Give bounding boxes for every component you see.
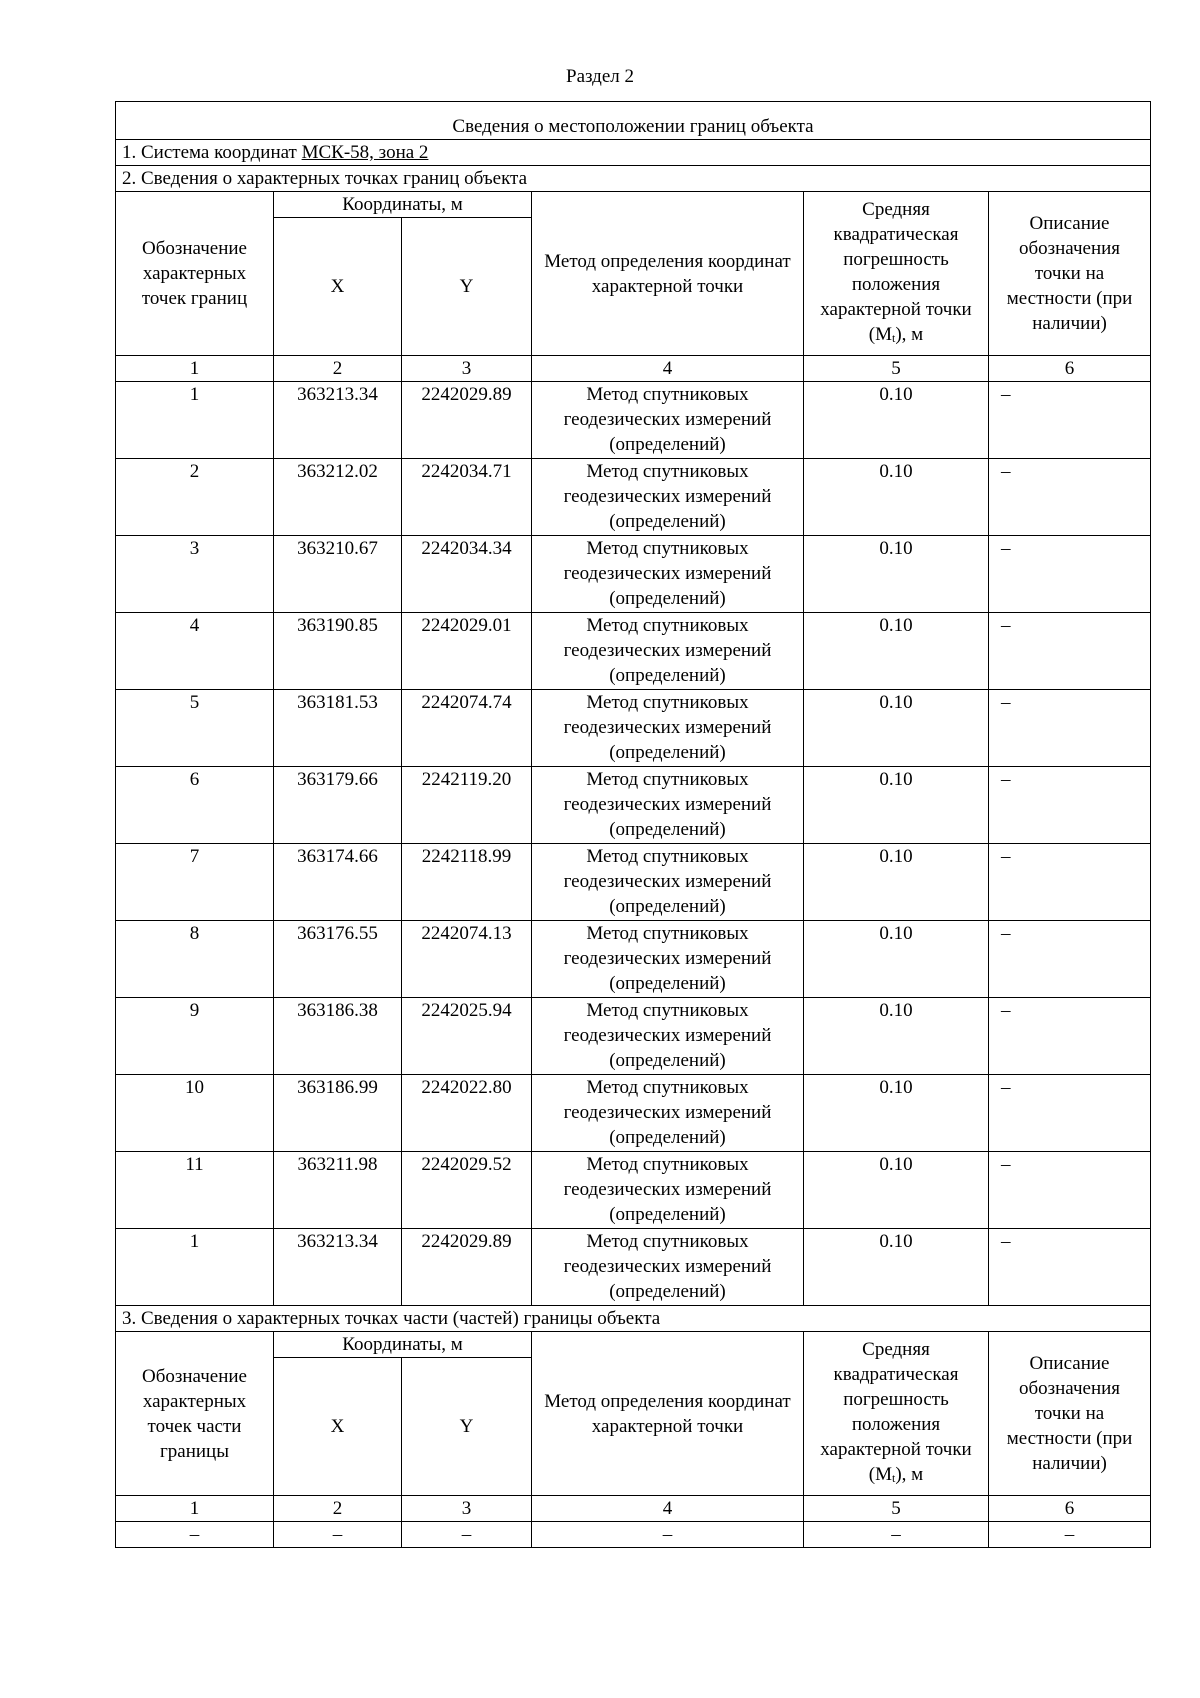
table-title: Сведения о местоположении границ объекта bbox=[116, 102, 1151, 140]
point-method: Метод спутниковых геодезических измерений (определений) bbox=[532, 613, 804, 690]
point-method: Метод спутниковых геодезических измерений (определений) bbox=[532, 844, 804, 921]
column-number: 4 bbox=[532, 1496, 804, 1522]
header-coordinates: Координаты, м bbox=[274, 192, 532, 218]
header-description: Описание обозначения точки на местности (при наличии) bbox=[989, 192, 1151, 356]
column-number: 4 bbox=[532, 356, 804, 382]
table-row bbox=[116, 690, 1151, 767]
point-id: 3 bbox=[116, 536, 274, 613]
point-id: 8 bbox=[116, 921, 274, 998]
column-number: 5 bbox=[804, 356, 989, 382]
header-error-sub: t bbox=[892, 330, 896, 345]
column-number: 2 bbox=[274, 1496, 402, 1522]
point-description: – bbox=[989, 767, 1151, 844]
point-x: – bbox=[274, 1522, 402, 1548]
header-y: Y bbox=[402, 218, 532, 356]
point-x: 363181.53 bbox=[274, 690, 402, 767]
column-number: 1 bbox=[116, 1496, 274, 1522]
point-error: 0.10 bbox=[804, 921, 989, 998]
point-y: 2242074.74 bbox=[402, 690, 532, 767]
point-error: – bbox=[804, 1522, 989, 1548]
point-id: 5 bbox=[116, 690, 274, 767]
point-method: Метод спутниковых геодезических измерений (определений) bbox=[532, 459, 804, 536]
point-x: 363211.98 bbox=[274, 1152, 402, 1229]
point-method: Метод спутниковых геодезических измерений (определений) bbox=[532, 690, 804, 767]
point-x: 363190.85 bbox=[274, 613, 402, 690]
point-id: 2 bbox=[116, 459, 274, 536]
table-row bbox=[116, 536, 1151, 613]
point-y: 2242029.89 bbox=[402, 1229, 532, 1306]
point-y: 2242029.89 bbox=[402, 382, 532, 459]
header-method: Метод определения координат характерной точки bbox=[532, 192, 804, 356]
section2-title: 2. Сведения о характерных точках границ объекта bbox=[116, 166, 1151, 192]
point-method: Метод спутниковых геодезических измерений (определений) bbox=[532, 1152, 804, 1229]
point-method: Метод спутниковых геодезических измерений (определений) bbox=[532, 1229, 804, 1306]
point-y: 2242022.80 bbox=[402, 1075, 532, 1152]
part-table-row bbox=[116, 1522, 1151, 1548]
point-description: – bbox=[989, 690, 1151, 767]
table-row bbox=[116, 921, 1151, 998]
point-method: Метод спутниковых геодезических измерений (определений) bbox=[532, 767, 804, 844]
header-method-part: Метод определения координат характерной точки bbox=[532, 1332, 804, 1496]
point-error: 0.10 bbox=[804, 1229, 989, 1306]
point-error: 0.10 bbox=[804, 536, 989, 613]
point-description: – bbox=[989, 1075, 1151, 1152]
point-method: Метод спутниковых геодезических измерений (определений) bbox=[532, 536, 804, 613]
header-description-part: Описание обозначения точки на местности (при наличии) bbox=[989, 1332, 1151, 1496]
point-description: – bbox=[989, 844, 1151, 921]
point-method: Метод спутниковых геодезических измерений (определений) bbox=[532, 998, 804, 1075]
point-description: – bbox=[989, 921, 1151, 998]
header-point-designation: Обозначение характерных точек границ bbox=[116, 192, 274, 356]
point-x: 363186.38 bbox=[274, 998, 402, 1075]
point-description: – bbox=[989, 536, 1151, 613]
header-point-designation-part: Обозначение характерных точек части границы bbox=[116, 1332, 274, 1496]
point-id: 4 bbox=[116, 613, 274, 690]
point-error: 0.10 bbox=[804, 1152, 989, 1229]
point-id: 1 bbox=[116, 382, 274, 459]
point-error: 0.10 bbox=[804, 998, 989, 1075]
point-description: – bbox=[989, 998, 1151, 1075]
section3-title: 3. Сведения о характерных точках части (частей) границы объекта bbox=[116, 1306, 1151, 1332]
point-y: 2242029.01 bbox=[402, 613, 532, 690]
column-number: 6 bbox=[989, 356, 1151, 382]
header-error-part bbox=[804, 1332, 989, 1496]
point-description: – bbox=[989, 1522, 1151, 1548]
point-id: – bbox=[116, 1522, 274, 1548]
column-number: 2 bbox=[274, 356, 402, 382]
coord-system-label: 1. Система координат bbox=[122, 142, 302, 163]
point-description: – bbox=[989, 613, 1151, 690]
point-error: 0.10 bbox=[804, 613, 989, 690]
column-number: 3 bbox=[402, 356, 532, 382]
point-error: 0.10 bbox=[804, 459, 989, 536]
table-row bbox=[116, 767, 1151, 844]
point-error: 0.10 bbox=[804, 844, 989, 921]
point-x: 363210.67 bbox=[274, 536, 402, 613]
header-coordinates-part: Координаты, м bbox=[274, 1332, 532, 1358]
point-x: 363176.55 bbox=[274, 921, 402, 998]
point-description: – bbox=[989, 382, 1151, 459]
point-id: 9 bbox=[116, 998, 274, 1075]
table-row bbox=[116, 459, 1151, 536]
point-error: 0.10 bbox=[804, 382, 989, 459]
point-y: 2242029.52 bbox=[402, 1152, 532, 1229]
point-x: 363212.02 bbox=[274, 459, 402, 536]
coord-system-row bbox=[116, 140, 1151, 166]
column-number: 3 bbox=[402, 1496, 532, 1522]
point-x: 363213.34 bbox=[274, 382, 402, 459]
table-row bbox=[116, 613, 1151, 690]
header-error bbox=[804, 192, 989, 356]
point-y: 2242118.99 bbox=[402, 844, 532, 921]
section-title: Раздел 2 bbox=[566, 66, 634, 87]
header-error-text: Средняя квадратическая погрешность положения характерной точки (M bbox=[820, 198, 972, 345]
column-number: 6 bbox=[989, 1496, 1151, 1522]
point-y: 2242025.94 bbox=[402, 998, 532, 1075]
table-row bbox=[116, 1075, 1151, 1152]
table-row bbox=[116, 844, 1151, 921]
header-error-text: Средняя квадратическая погрешность положения характерной точки (M bbox=[820, 1338, 972, 1485]
point-x: 363186.99 bbox=[274, 1075, 402, 1152]
point-y: 2242034.34 bbox=[402, 536, 532, 613]
header-x: X bbox=[274, 218, 402, 356]
point-x: 363174.66 bbox=[274, 844, 402, 921]
header-error-tail: ), м bbox=[895, 1463, 924, 1485]
point-y: 2242074.13 bbox=[402, 921, 532, 998]
column-numbers-row bbox=[116, 356, 1151, 382]
column-numbers-row-part bbox=[116, 1496, 1151, 1522]
table-row bbox=[116, 382, 1151, 459]
table-row bbox=[116, 998, 1151, 1075]
point-method: Метод спутниковых геодезических измерений (определений) bbox=[532, 382, 804, 459]
header-error-tail: ), м bbox=[895, 323, 924, 345]
point-x: 363179.66 bbox=[274, 767, 402, 844]
point-error: 0.10 bbox=[804, 1075, 989, 1152]
point-id: 1 bbox=[116, 1229, 274, 1306]
table-row bbox=[116, 1152, 1151, 1229]
point-method: Метод спутниковых геодезических измерений (определений) bbox=[532, 1075, 804, 1152]
boundary-table bbox=[115, 101, 1151, 1548]
point-method: Метод спутниковых геодезических измерений (определений) bbox=[532, 921, 804, 998]
header-x-part: X bbox=[274, 1358, 402, 1496]
coord-system-value: МСК-58, зона 2 bbox=[301, 142, 429, 163]
column-number: 5 bbox=[804, 1496, 989, 1522]
point-x: 363213.34 bbox=[274, 1229, 402, 1306]
point-method: – bbox=[532, 1522, 804, 1548]
point-error: 0.10 bbox=[804, 767, 989, 844]
column-number: 1 bbox=[116, 356, 274, 382]
header-y-part: Y bbox=[402, 1358, 532, 1496]
point-description: – bbox=[989, 1152, 1151, 1229]
point-id: 7 bbox=[116, 844, 274, 921]
point-id: 10 bbox=[116, 1075, 274, 1152]
point-description: – bbox=[989, 1229, 1151, 1306]
point-id: 11 bbox=[116, 1152, 274, 1229]
point-id: 6 bbox=[116, 767, 274, 844]
header-error-sub: t bbox=[892, 1470, 896, 1485]
point-y: 2242119.20 bbox=[402, 767, 532, 844]
point-y: – bbox=[402, 1522, 532, 1548]
point-description: – bbox=[989, 459, 1151, 536]
table-row bbox=[116, 1229, 1151, 1306]
point-error: 0.10 bbox=[804, 690, 989, 767]
point-y: 2242034.71 bbox=[402, 459, 532, 536]
